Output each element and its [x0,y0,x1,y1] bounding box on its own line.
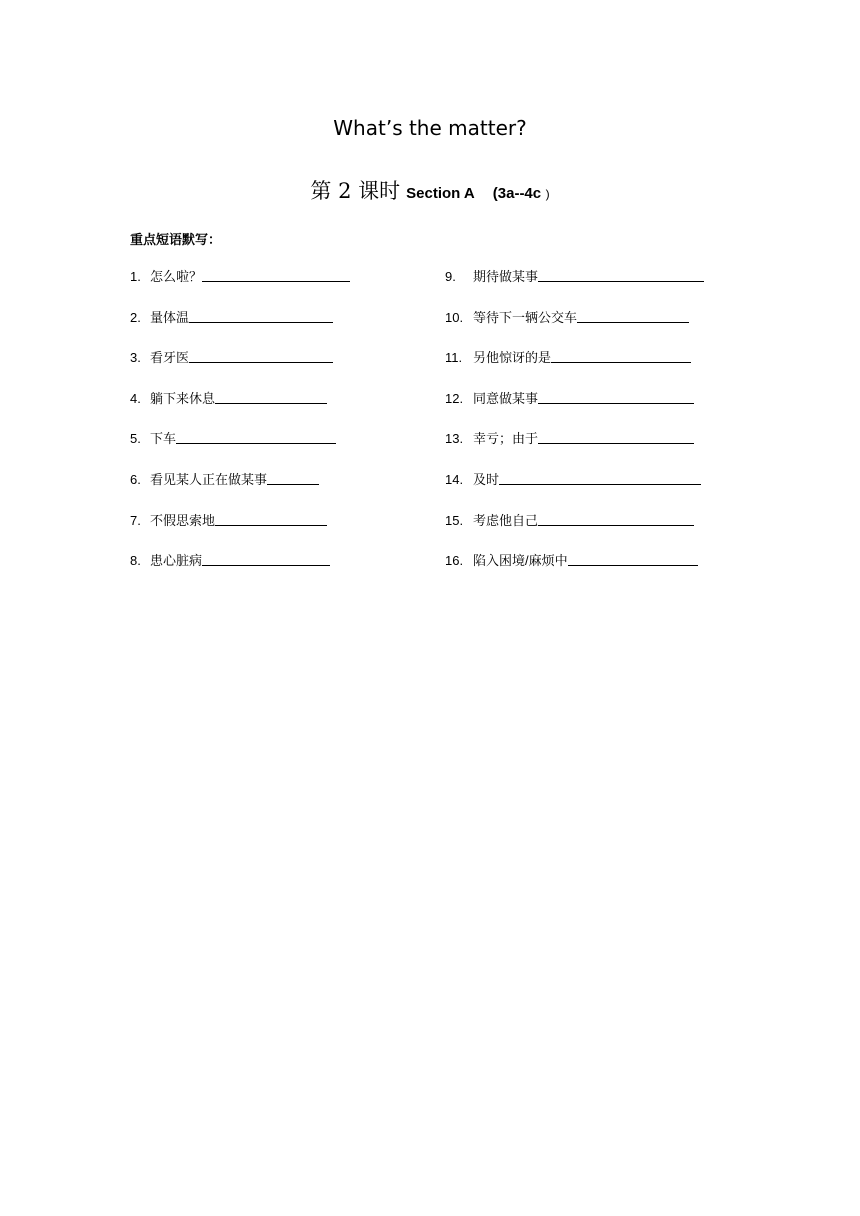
phrase-text: 患心脏病 [150,553,203,569]
phrase-item [445,343,725,384]
phrase-item [130,424,460,465]
item-number: 15. [445,512,464,528]
item-number: 4. [130,390,141,406]
phrase-item [445,465,725,506]
lesson-subtitle [0,175,860,205]
phrase-text: 另他惊讶的是 [473,350,552,366]
phrase-text: 陷入困境/麻烦中 [473,553,568,569]
section-label: Section A [406,185,475,202]
item-number: 10. [445,309,464,325]
answer-blank[interactable] [538,389,694,404]
phrase-item [445,546,725,587]
item-number: 3. [130,350,141,366]
lesson-number: 第 2 课时 [310,179,401,203]
phrase-text: 期待做某事 [473,269,539,284]
phrase-item [130,343,460,384]
phrase-item [130,546,460,587]
answer-blank[interactable] [538,267,704,282]
phrase-item [445,384,725,425]
answer-blank[interactable] [215,389,327,404]
answer-blank[interactable] [538,429,694,444]
phrase-text: 等待下一辆公交车 [473,309,578,325]
phrase-text: 怎么啦？ [150,269,203,284]
answer-blank[interactable] [189,308,333,323]
item-number: 14. [445,471,464,487]
phrase-text: 及时 [473,471,500,487]
phrase-text: 看牙医 [150,350,190,366]
answer-blank[interactable] [215,511,327,526]
item-number: 9. [445,269,456,284]
phrase-item [445,424,725,465]
phrase-item [445,303,725,344]
phrase-item [130,262,460,303]
phrase-text: 不假思索地 [150,512,216,528]
answer-blank[interactable] [568,551,698,566]
phrase-text: 幸亏；由于 [473,431,539,447]
answer-blank[interactable] [267,470,319,485]
phrase-text: 看见某人正在做某事 [150,471,268,487]
item-number: 12. [445,390,464,406]
item-number: 13. [445,431,464,447]
section-range: (3a--4c [492,185,542,202]
phrase-item [130,384,460,425]
item-number: 1. [130,269,141,284]
phrase-text: 量体温 [150,309,190,325]
answer-blank[interactable] [202,551,330,566]
phrase-text: 下车 [150,431,177,447]
phrase-text: 躺下来休息 [150,390,216,406]
item-number: 11. [445,350,463,366]
item-number: 5. [130,431,141,447]
item-number: 16. [445,553,464,569]
exercise-heading: 重点短语默写： [130,232,222,247]
answer-blank[interactable] [176,429,336,444]
answer-blank[interactable] [538,511,694,526]
phrase-item [130,465,460,506]
phrase-text: 同意做某事 [473,390,539,406]
answer-blank[interactable] [551,348,691,363]
item-number: 2. [130,309,141,325]
section-range-close: ) [545,187,550,201]
phrase-list-left [130,262,460,587]
item-number: 8. [130,553,141,569]
answer-blank[interactable] [189,348,333,363]
phrase-item [445,506,725,547]
phrase-item [445,262,725,303]
phrase-item [130,506,460,547]
answer-blank[interactable] [577,308,689,323]
phrase-item [130,303,460,344]
answer-blank[interactable] [499,470,701,485]
page-title: What’s the matter? [333,116,527,140]
answer-blank[interactable] [202,267,350,282]
phrase-text: 考虑他自己 [473,512,539,528]
item-number: 6. [130,471,141,487]
phrase-list-right [445,262,725,587]
item-number: 7. [130,512,141,528]
